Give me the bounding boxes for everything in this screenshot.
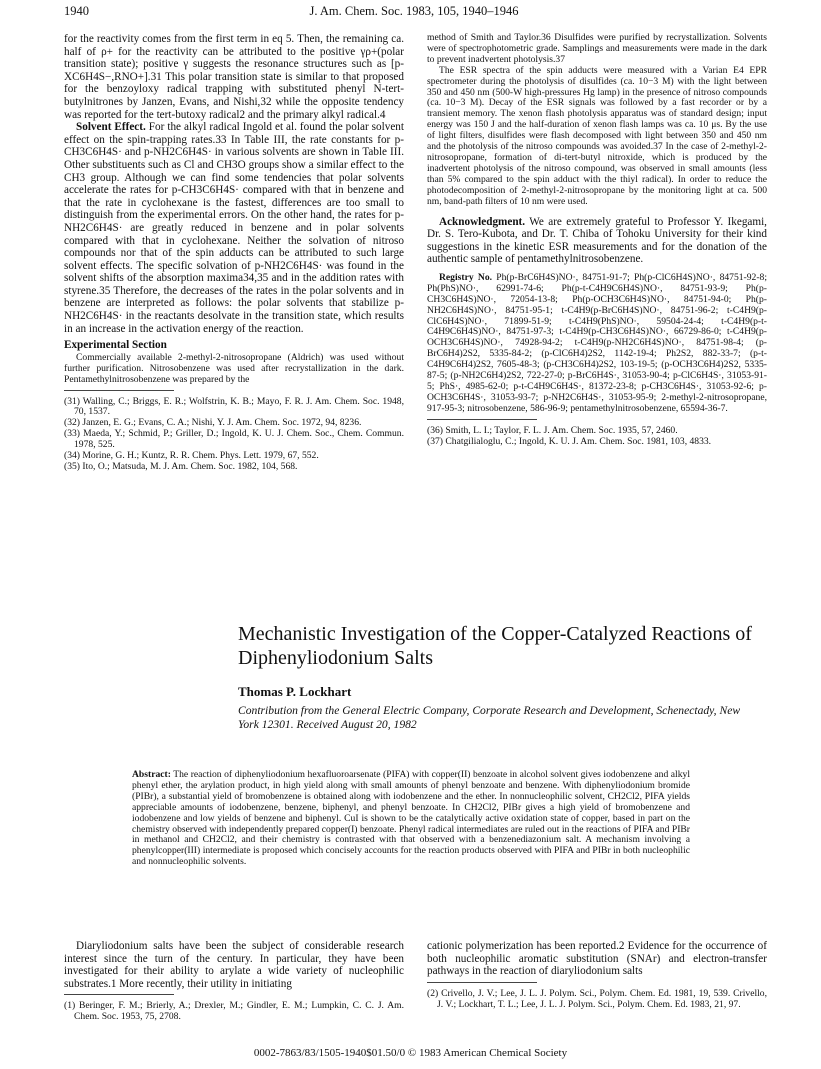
journal-citation: J. Am. Chem. Soc. 1983, 105, 1940–1946 (309, 4, 519, 18)
article-affiliation: Contribution from the General Electric Company, Corporate Research and Development, Schenectady, New York 12301. Received August 20, 1982 (238, 704, 741, 731)
acknowledgment-heading: Acknowledgment. (439, 215, 526, 228)
reference-item: (37) Chatgilialoglu, C.; Ingold, K. U. J. Am. Chem. Soc. 1981, 103, 4833. (427, 435, 712, 447)
reference-item: (36) Smith, L. I.; Taylor, F. L. J. Am. Chem. Soc. 1935, 57, 2460. (427, 424, 678, 436)
acknowledgment-paragraph (427, 216, 767, 266)
footnote-rule (427, 419, 537, 420)
paragraph-solvent-effect (64, 121, 404, 335)
experimental-text: Commercially available 2-methyl-2-nitrosopropane (Aldrich) was used without further purification. Nitrosobenzene was used after recrystallization in the dark. Pentamethylnitrosobenzene was prepared by the (64, 351, 404, 385)
intro-paragraph-continued: cationic polymerization has been reported.2 Evidence for the occurrence of both nucleophilic aromatic substitution (SNAr) and electron-transfer pathways in the reaction of diaryliodonium salts (427, 940, 767, 978)
page-header (64, 4, 764, 22)
footnote-rule (64, 390, 174, 391)
footnote-rule (64, 994, 174, 995)
page-number: 1940 (64, 4, 89, 18)
acknowledgment-text: We are extremely grateful to Professor Y. Ikegami, Dr. S. Tero-Kubota, and Dr. T. Chiba of Tohoku University for their kind suggestions in the kinetic ESR measurements and for the donation of the authentic sample of pentamethylnitrosobenzene. (427, 215, 767, 266)
reference-item: (31) Walling, C.; Briggs, E. R.; Wolfstrin, K. B.; Mayo, F. R. J. Am. Chem. Soc. 1948, 70, 1537. (64, 395, 404, 418)
reference-item: (1) Beringer, F. M.; Brierly, A.; Drexler, M.; Gindler, E. M.; Lumpkin, C. C. J. Am. Chem. Soc. 1953, 75, 2708. (64, 1000, 404, 1023)
intro-right-column (427, 940, 767, 1011)
experimental-continued: method of Smith and Taylor.36 Disulfides were purified by recrystallization. Solvents were of spectrophotometric grade. Samplings and measurements were made in the dark to prevent inadvertent photolysis.37 (427, 32, 767, 65)
footnote-rule (427, 982, 537, 983)
reference-item: (35) Ito, O.; Matsuda, M. J. Am. Chem. Soc. 1982, 104, 568. (64, 461, 298, 472)
right-column (427, 33, 767, 447)
reference-item: (2) Crivello, J. V.; Lee, J. L. J. Polym. Sci., Polym. Chem. Ed. 1981, 19, 539. Crivello, J. V.; Lockhart, T. L.; Lee, J. L. J. Polym. Sci., Polym. Chem. Ed. 1983, 21, 97. (427, 987, 767, 1010)
solvent-effect-text: For the alkyl radical Ingold et al. found the polar solvent effect on the spin-trapping rates.33 In Table III, the rate constants for p-CH3C6H4S· and p-NH2C6H4S· in various solvents are shown in Table III. Other substituents such as Cl and CH3O groups show a similar effect to the CH3 group. Although we can find some tendencies that polar solvents accelerate the rates for p-CH3C6H4S· compared with that in benzene and that the rate in cyclohexane is the fastest, differences are too small to distinguish from the experimental errors. On the other hand, the rates for p-NH2C6H4S· are greatly reduced in benzene and in polar solvents compared with that in cyclohexane. Neither the solvation of nitroso compounds nor that of the spin adducts can be attributed to such large solvent effects. The specific solvation of p-NH2C6H4S· was found in the solvent shifts of the absorption maxima34,35 and in the addition rates with styrene.35 Therefore, the decreases of the rates in the polar solvents and in benzene are interpreted as follows: the polar solvents that stabilize p-NH2C6H4S· in the reactants desolvate in the transition state, which results in an increase in the activation energy of the reaction. (64, 121, 404, 335)
solvent-effect-heading: Solvent Effect. (76, 121, 146, 134)
registry-text: Ph(p-BrC6H4S)NO·, 84751-91-7; Ph(p-ClC6H4S)NO·, 84751-92-8; Ph(PhS)NO·, 62991-74-6; Ph(p-t-C4H9C6H4S)NO·, 84751-93-9; Ph(p-CH3C6H4S)NO·, 72054-13-8; Ph(p-OCH3C6H4S)NO·, 84751-94-0; Ph(p-NH2C6H4S)NO·, 84751-95-1; t-C4H9(p-BrC6H4S)NO·, 84751-96-2; t-C4H9(p-ClC6H4S)NO·, 71899-51-9; t-C4H9(PhS)NO·, 59504-24-4; t-C4H9(p-t-C4H9C6H4S)NO·, 84751-97-3; t-C4H9(p-CH3C6H4S)NO·, 66729-86-0; t-C4H9(p-OCH3C6H4S)NO·, 74928-94-2; t-C4H9(p-NH2C6H4S)NO·, 84751-98-4; (p-BrC6H4)2S2, 5335-84-2; (p-ClC6H4)2S2, 1142-19-4; Ph2S2, 882-33-7; (p-t-C4H9C6H4)2S2, 7605-48-3; (p-CH3C6H4)2S2, 103-19-5; (p-OCH3C6H4)2S2, 5335-87-5; (p-NH2C6H4)2S2, 722-27-0; p-BrC6H4S·, 31053-90-4; p-ClC6H4S·, 31053-91-5; PhS·, 4985-62-0; p-t-C4H9C6H4S·, 81372-23-8; p-CH3C6H4S·, 31053-92-6; p-OCH3C6H4S·, 31053-93-7; p-NH2C6H4S·, 31053-95-9; 2-methyl-2-nitrosopropane, 917-95-3; nitrosobenzene, 586-96-9; pentamethylnitrosobenzene, 65594-36-7. (427, 271, 768, 414)
reference-item: (33) Maeda, Y.; Schmid, P.; Griller, D.; Ingold, K. U. J. Chem. Soc., Chem. Commun. 1978, 525. (64, 428, 404, 451)
right-references (427, 426, 767, 448)
registry-paragraph (427, 273, 767, 415)
page-footer: 0002-7863/83/1505-1940$01.50/0 © 1983 American Chemical Society (253, 1047, 568, 1059)
registry-heading: Registry No. (439, 271, 493, 283)
abstract-label: Abstract: (132, 769, 171, 780)
intro-left-column (64, 940, 404, 1023)
intro-right-references (427, 989, 767, 1011)
left-column (64, 33, 404, 473)
esr-paragraph: The ESR spectra of the spin adducts were measured with a Varian E4 EPR spectrometer during the photolysis of disulfides (ca. 10−3 M) with the light between 350 and 450 nm (500-W high-pressures Hg lamp) in the presence of nitroso compounds (ca. 10−3 M). Decay of the ESR signals was followed by a fast recorder or by a transient memory. The xenon flash photolysis apparatus was of standard design; input energy was 150 J and the half-duration of xenon flash lamps was ca. 10 μs. By the use of light filters, disulfides were flash decomposed with light between 350 and 450 nm and the photolysis of the nitroso compounds was avoided.37 In the case of 2-methyl-2-nitrosopropane, formation of di-tert-butyl nitroxide, which is produced by the inadvertent photolysis of the nitroso compound, was observed in small amounts (less than 5% compared to the spin adduct with the thiyl radical). In order to reduce the photodecomposition of 2-methyl-2-nitrosopropane by the monitoring light at ca. 500 nm, band-path filters of 10 nm were used. (427, 64, 767, 207)
paragraph-reactivity: for the reactivity comes from the first term in eq 5. Then, the remaining ca. half of ρ+ for the reactivity can be attributed to the positive γρ+(polar transition state); positive γ suggests the resonance structures such as [p-XC6H4S−,RNO+].31 This polar transition state is similar to that proposed for the benzoyloxy radical trapping with substituted phenyl N-tert-butylnitrones by Janzen, Evans, and Nishi,32 while the opposite tendency was reported for the tert-butoxy radical2 and the primary alkyl radical.4 (64, 33, 404, 121)
left-references (64, 397, 404, 473)
abstract (132, 770, 690, 868)
abstract-text: The reaction of diphenyliodonium hexafluoroarsenate (PIFA) with copper(II) benzoate in alcohol solvent gives iodobenzene and alkyl phenyl ether, the arylation product, in high yield along with small amounts of phenyl benzoate and benzene. With diphenyliodonium bromide (PIBr), a substantial yield of bromobenzene is obtained along with iodobenzene and the ether. In nonnucleophilic solvent, CH2Cl2, PIFA yields appreciable amounts of iodobenzene, benzene, biphenyl, and phenyl benzoate. In CH2Cl2, PIBr gives a high yield of bromobenzene and iodobenzene and low yields of benzene and biphenyl. CuI is shown to be the catalytically active oxidation state of copper, based in part on the chemistry observed with independently prepared copper(I) benzoate. Phenyl radical intermediates are ruled out in the reactions of PIFA and PIBr in methanol and CH2Cl2, and their chemistry is contrasted with that observed with a benzenediazonium salt. A mechanism involving a phenylcopper(III) intermediate is proposed which concisely accounts for the reaction products observed with PIFA and PIBr in both nucleophilic and nonnucleophilic solvents. (132, 769, 690, 868)
intro-left-references (64, 1001, 404, 1023)
experimental-section-heading: Experimental Section (64, 339, 167, 352)
intro-paragraph: Diaryliodonium salts have been the subject of considerable research interest since the turn of the century. In particular, they have been investigated for their ability to arylate a wide variety of nucleophilic substrates.1 More recently, their utility in initiating (64, 940, 404, 990)
reference-item: (34) Morine, G. H.; Kuntz, R. R. Chem. Phys. Lett. 1979, 67, 552. (64, 450, 319, 462)
article-author: Thomas P. Lockhart (238, 684, 352, 699)
article-title: Mechanistic Investigation of the Copper-Catalyzed Reactions of Diphenyliodonium Salts (238, 623, 752, 669)
reference-item: (32) Janzen, E. G.; Evans, C. A.; Nishi, Y. J. Am. Chem. Soc. 1972, 94, 8236. (64, 417, 362, 429)
